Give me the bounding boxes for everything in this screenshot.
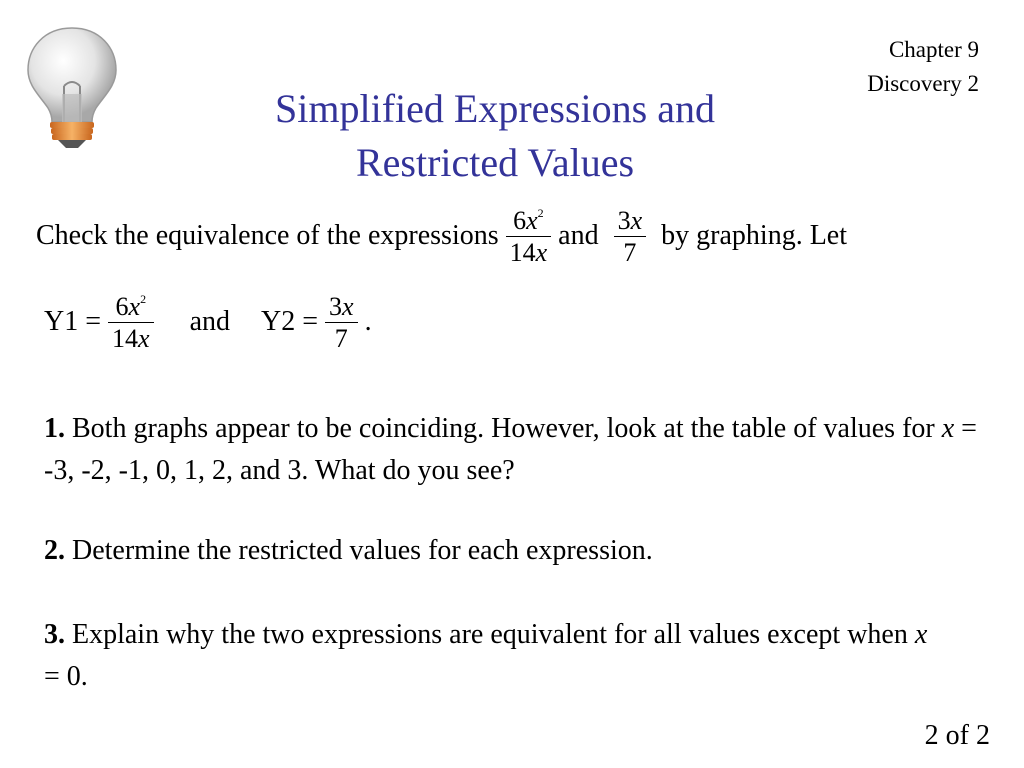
question-3-number: 3. [44,619,65,650]
intro-sentence [36,206,847,269]
y1-den-coef: 14 [112,324,139,353]
discovery-number: Discovery 2 [867,71,979,96]
equals-sign: = [85,305,102,337]
expr1-den-var: x [535,238,548,267]
question-1-text-b: = -3, -2, -1, 0, 1, 2, and 3. What do you see? [44,413,977,486]
chapter-number: Chapter 9 [888,37,979,62]
y2-num-var: x [342,292,354,321]
expression-2-fraction [614,206,647,269]
expr2-den: 7 [623,238,637,267]
question-1-var: x [941,413,955,444]
y2-den: 7 [334,324,348,353]
page-title [0,82,990,190]
intro-prefix: Check the equivalence of the expressions [36,219,499,251]
defs-and: and [189,305,231,337]
expr2-num-coef: 3 [617,206,631,235]
expr2-num-var: x [630,206,643,235]
question-2-text: Determine the restricted values for each expression. [72,535,653,566]
expression-1-fraction [506,206,552,269]
y1-num-coef: 6 [115,292,129,321]
y2-label: Y2 [260,305,296,337]
page-indicator: 2 of 2 [924,720,990,751]
question-3 [44,614,944,698]
equals-sign: = [302,305,319,337]
question-1 [44,408,994,492]
question-3-var: x [914,619,928,650]
question-1-text: Both graphs appear to be coinciding. However, look at the table of values for [72,413,935,444]
y1-label: Y1 [44,305,79,337]
y1-num-exp: 2 [140,292,147,306]
question-3-text-b: = 0. [44,661,88,692]
y2-fraction [325,292,358,355]
y1-num-var: x [128,292,141,321]
expr1-num-exp: 2 [537,206,544,220]
y2-num-coef: 3 [329,292,343,321]
question-2-number: 2. [44,535,65,566]
intro-and: and [558,219,599,251]
title-line-2: Restricted Values [355,140,635,185]
function-definitions [44,292,372,355]
defs-period: . [364,305,372,337]
expr1-den-coef: 14 [509,238,536,267]
expr1-num-var: x [526,206,538,235]
question-1-number: 1. [44,413,65,444]
expr1-num-coef: 6 [513,206,527,235]
question-2 [44,530,994,572]
question-3-text: Explain why the two expressions are equivalent for all values except when [72,619,908,650]
y1-den-var: x [138,324,150,353]
y1-fraction [108,292,154,355]
intro-suffix: by graphing. Let [661,219,847,251]
title-line-1: Simplified Expressions and [275,86,715,131]
